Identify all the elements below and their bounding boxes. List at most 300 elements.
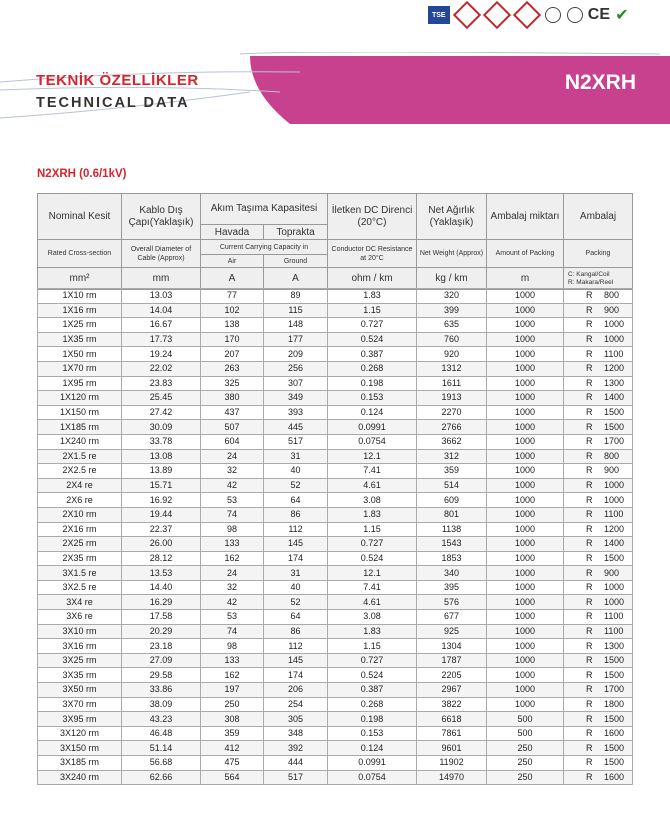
cell-cross-section: 1X120 rm (38, 391, 122, 406)
cell-diameter: 27.09 (122, 653, 201, 668)
cell-packing-amount: 1000 (487, 303, 564, 318)
packing-length: 900 (604, 567, 620, 578)
unit-air: A (201, 268, 264, 290)
cell-packing (564, 332, 633, 347)
cell-packing (564, 493, 633, 508)
table-row (38, 318, 633, 333)
cell-packing (564, 668, 633, 683)
cell-resistance: 0.268 (328, 361, 417, 376)
packing-length: 1200 (604, 363, 625, 374)
cell-weight: 1138 (417, 522, 487, 537)
cell-packing (564, 449, 633, 464)
table-row (38, 595, 633, 610)
table-row (38, 478, 633, 493)
cell-capacity-air: 53 (201, 493, 264, 508)
cell-diameter: 23.83 (122, 376, 201, 391)
title-english: TECHNICAL DATA (36, 95, 190, 111)
packing-type: R (586, 757, 593, 768)
packing-type: R (586, 304, 593, 315)
packing-type: R (586, 290, 593, 301)
header-resistance: İletken DC Direnci (20°C) (328, 194, 417, 240)
packing-length: 1500 (604, 757, 625, 768)
cell-resistance: 7.41 (328, 464, 417, 479)
table-row (38, 756, 633, 771)
cell-capacity-air: 250 (201, 697, 264, 712)
cell-resistance: 0.0754 (328, 434, 417, 449)
cell-packing (564, 624, 633, 639)
cell-packing (564, 434, 633, 449)
cell-cross-section: 3X10 rm (38, 624, 122, 639)
cell-diameter: 14.40 (122, 580, 201, 595)
check-icon: ✔ (615, 7, 629, 24)
cell-weight: 399 (417, 303, 487, 318)
cell-packing-amount: 1000 (487, 566, 564, 581)
packing-type: R (586, 698, 593, 709)
packing-length: 1000 (604, 480, 625, 491)
cell-packing-amount: 1000 (487, 537, 564, 552)
cell-resistance: 0.727 (328, 537, 417, 552)
cell-diameter: 19.44 (122, 507, 201, 522)
cell-capacity-air: 24 (201, 566, 264, 581)
cell-cross-section: 2X4 re (38, 478, 122, 493)
packing-length: 900 (604, 465, 620, 476)
cell-diameter: 13.53 (122, 566, 201, 581)
packing-length: 1500 (604, 407, 625, 418)
cell-capacity-ground: 349 (264, 391, 328, 406)
cell-weight: 1312 (417, 361, 487, 376)
cell-capacity-ground: 145 (264, 537, 328, 552)
cell-capacity-air: 437 (201, 405, 264, 420)
unit-packing (564, 268, 633, 290)
packing-type: R (586, 567, 593, 578)
packing-length: 1700 (604, 436, 625, 447)
cell-diameter: 25.45 (122, 391, 201, 406)
cell-capacity-ground: 307 (264, 376, 328, 391)
packing-length: 1400 (604, 392, 625, 403)
cell-packing (564, 756, 633, 771)
cell-weight: 312 (417, 449, 487, 464)
table-row (38, 668, 633, 683)
cell-capacity-ground: 40 (264, 464, 328, 479)
cell-cross-section: 1X95 rm (38, 376, 122, 391)
cell-cross-section: 1X240 rm (38, 434, 122, 449)
cell-weight: 395 (417, 580, 487, 595)
packing-type: R (586, 771, 593, 782)
packing-type: R (586, 392, 593, 403)
cell-packing-amount: 1000 (487, 347, 564, 362)
cell-capacity-ground: 254 (264, 697, 328, 712)
cell-capacity-air: 162 (201, 668, 264, 683)
cell-weight: 760 (417, 332, 487, 347)
cell-weight: 677 (417, 610, 487, 625)
cell-capacity-air: 77 (201, 289, 264, 304)
packing-type: R (586, 684, 593, 695)
cell-resistance: 3.08 (328, 493, 417, 508)
cell-cross-section: 2X16 rm (38, 522, 122, 537)
cell-packing-amount: 1000 (487, 405, 564, 420)
cell-resistance: 0.0991 (328, 420, 417, 435)
cell-diameter: 33.78 (122, 434, 201, 449)
cell-capacity-ground: 174 (264, 668, 328, 683)
table-row (38, 361, 633, 376)
cell-diameter: 22.37 (122, 522, 201, 537)
cell-cross-section: 1X10 rm (38, 289, 122, 304)
cell-capacity-ground: 86 (264, 507, 328, 522)
cell-capacity-ground: 86 (264, 624, 328, 639)
cell-resistance: 0.198 (328, 712, 417, 727)
cell-capacity-air: 604 (201, 434, 264, 449)
cell-packing (564, 318, 633, 333)
packing-length: 1400 (604, 538, 625, 549)
cell-capacity-ground: 31 (264, 449, 328, 464)
header-en-capacity: Current Carrying Capacity in (201, 240, 328, 255)
cell-packing (564, 347, 633, 362)
packing-type: R (586, 596, 593, 607)
cell-capacity-ground: 52 (264, 478, 328, 493)
cell-resistance: 0.387 (328, 347, 417, 362)
cell-weight: 9601 (417, 741, 487, 756)
cell-packing (564, 507, 633, 522)
cell-packing-amount: 1000 (487, 595, 564, 610)
header-en-resistance: Conductor DC Resistance at 20°C (328, 240, 417, 268)
cell-diameter: 14.04 (122, 303, 201, 318)
cell-cross-section: 3X16 rm (38, 639, 122, 654)
cell-capacity-ground: 52 (264, 595, 328, 610)
cell-packing-amount: 250 (487, 770, 564, 785)
section-subtitle: N2XRH (0.6/1kV) (37, 168, 127, 180)
data-table (37, 288, 633, 785)
cell-packing-amount: 1000 (487, 522, 564, 537)
cell-packing-amount: 1000 (487, 478, 564, 493)
cell-capacity-ground: 206 (264, 683, 328, 698)
cell-resistance: 3.08 (328, 610, 417, 625)
header-packing: Ambalaj (564, 194, 633, 240)
cell-weight: 1913 (417, 391, 487, 406)
table-body (38, 289, 633, 785)
cell-capacity-air: 380 (201, 391, 264, 406)
packing-type: R (586, 494, 593, 505)
cell-cross-section: 3X70 rm (38, 697, 122, 712)
cell-packing-amount: 1000 (487, 697, 564, 712)
cell-capacity-air: 325 (201, 376, 264, 391)
cell-capacity-ground: 348 (264, 726, 328, 741)
cell-capacity-air: 207 (201, 347, 264, 362)
table-row (38, 332, 633, 347)
packing-length: 1100 (604, 611, 624, 622)
cell-packing (564, 653, 633, 668)
cell-cross-section: 2X25 rm (38, 537, 122, 552)
packing-type: R (586, 407, 593, 418)
cell-capacity-ground: 115 (264, 303, 328, 318)
cell-resistance: 0.268 (328, 697, 417, 712)
packing-type: R (586, 538, 593, 549)
cell-packing (564, 289, 633, 304)
cell-weight: 2205 (417, 668, 487, 683)
packing-type: R (586, 582, 593, 593)
cell-resistance: 0.153 (328, 726, 417, 741)
table-row (38, 464, 633, 479)
cell-capacity-air: 197 (201, 683, 264, 698)
header-weight: Net Ağırlık (Yaklaşık) (417, 194, 487, 240)
cell-resistance: 4.61 (328, 478, 417, 493)
cell-diameter: 15.71 (122, 478, 201, 493)
cell-packing-amount: 250 (487, 756, 564, 771)
cell-capacity-air: 98 (201, 639, 264, 654)
cell-resistance: 0.387 (328, 683, 417, 698)
packing-length: 1500 (604, 421, 625, 432)
cell-capacity-ground: 256 (264, 361, 328, 376)
packing-length: 1000 (604, 319, 625, 330)
cell-weight: 14970 (417, 770, 487, 785)
cell-packing (564, 741, 633, 756)
unit-nominal: mm² (38, 268, 122, 290)
cell-capacity-ground: 392 (264, 741, 328, 756)
cell-weight: 2967 (417, 683, 487, 698)
cell-cross-section: 3X95 rm (38, 712, 122, 727)
cell-capacity-ground: 64 (264, 493, 328, 508)
cell-weight: 801 (417, 507, 487, 522)
cell-capacity-air: 359 (201, 726, 264, 741)
cell-diameter: 16.92 (122, 493, 201, 508)
cell-resistance: 0.153 (328, 391, 417, 406)
cell-cross-section: 3X25 rm (38, 653, 122, 668)
header-en-diameter: Overall Diameter of Cable (Approx) (122, 240, 201, 268)
cell-weight: 6618 (417, 712, 487, 727)
cell-weight: 576 (417, 595, 487, 610)
packing-type: R (586, 552, 593, 563)
cell-cross-section: 1X25 rm (38, 318, 122, 333)
cell-cross-section: 3X2.5 re (38, 580, 122, 595)
cell-packing-amount: 1000 (487, 289, 564, 304)
cell-cross-section: 3X120 rm (38, 726, 122, 741)
table-row (38, 493, 633, 508)
cell-capacity-air: 412 (201, 741, 264, 756)
cell-capacity-air: 42 (201, 478, 264, 493)
cell-packing (564, 580, 633, 595)
packing-length: 800 (604, 290, 620, 301)
table-row (38, 434, 633, 449)
cell-resistance: 1.83 (328, 507, 417, 522)
cell-capacity-ground: 174 (264, 551, 328, 566)
cell-capacity-ground: 112 (264, 522, 328, 537)
packing-length: 900 (604, 304, 620, 315)
cell-resistance: 7.41 (328, 580, 417, 595)
packing-type: R (586, 742, 593, 753)
packing-length: 1600 (604, 728, 625, 739)
packing-type: R (586, 640, 593, 651)
cell-packing-amount: 1000 (487, 420, 564, 435)
title-turkish: TEKNİK ÖZELLİKLER (36, 72, 199, 89)
cell-packing-amount: 1000 (487, 318, 564, 333)
packing-type: R (586, 713, 593, 724)
cell-packing (564, 303, 633, 318)
cell-cross-section: 3X240 rm (38, 770, 122, 785)
table-row (38, 712, 633, 727)
cell-diameter: 29.58 (122, 668, 201, 683)
cell-capacity-ground: 209 (264, 347, 328, 362)
cell-weight: 1853 (417, 551, 487, 566)
header-diameter: Kablo Dış Çapı(Yaklaşık) (122, 194, 201, 240)
cell-weight: 635 (417, 318, 487, 333)
cell-packing-amount: 1000 (487, 391, 564, 406)
cell-packing (564, 405, 633, 420)
packing-length: 1500 (604, 713, 625, 724)
cell-packing-amount: 1000 (487, 551, 564, 566)
cell-diameter: 33.86 (122, 683, 201, 698)
cell-capacity-ground: 64 (264, 610, 328, 625)
cell-resistance: 4.61 (328, 595, 417, 610)
table-row (38, 770, 633, 785)
packing-type: R (586, 363, 593, 374)
table-row (38, 507, 633, 522)
cell-capacity-air: 263 (201, 361, 264, 376)
packing-length: 1000 (604, 494, 625, 505)
tse-logo-icon: TSE (428, 6, 450, 24)
unit-diameter: mm (122, 268, 201, 290)
table-header (37, 193, 633, 290)
cell-cross-section: 1X150 rm (38, 405, 122, 420)
cell-capacity-ground: 89 (264, 289, 328, 304)
unit-packing-reel: R: Makara/Reel (568, 278, 614, 286)
cell-weight: 1611 (417, 376, 487, 391)
header-ground: Toprakta (264, 225, 328, 240)
cell-diameter: 23.18 (122, 639, 201, 654)
product-name: N2XRH (564, 71, 636, 94)
packing-length: 1600 (604, 771, 625, 782)
cell-diameter: 17.58 (122, 610, 201, 625)
cell-packing-amount: 1000 (487, 639, 564, 654)
cell-packing (564, 376, 633, 391)
cell-capacity-air: 74 (201, 624, 264, 639)
cell-capacity-ground: 145 (264, 653, 328, 668)
cell-cross-section: 2X6 re (38, 493, 122, 508)
certification-logos (428, 6, 630, 24)
table-row (38, 610, 633, 625)
cell-packing (564, 522, 633, 537)
cell-cross-section: 3X4 re (38, 595, 122, 610)
cell-packing-amount: 1000 (487, 653, 564, 668)
header-en-packing: Packing (564, 240, 633, 268)
cell-capacity-air: 133 (201, 537, 264, 552)
cell-capacity-air: 162 (201, 551, 264, 566)
cell-cross-section: 2X1.5 re (38, 449, 122, 464)
unit-resistance: ohm / km (328, 268, 417, 290)
table-row (38, 624, 633, 639)
unit-packing-coil: C: Kangal/Coil (568, 270, 610, 278)
cell-packing-amount: 1000 (487, 507, 564, 522)
cell-capacity-ground: 393 (264, 405, 328, 420)
cell-resistance: 0.0991 (328, 756, 417, 771)
cell-resistance: 0.524 (328, 332, 417, 347)
cell-weight: 7861 (417, 726, 487, 741)
cell-cross-section: 3X1.5 re (38, 566, 122, 581)
cell-cross-section: 3X185 rm (38, 756, 122, 771)
packing-length: 1500 (604, 552, 625, 563)
cell-cross-section: 1X50 rm (38, 347, 122, 362)
cell-packing-amount: 500 (487, 712, 564, 727)
packing-type: R (586, 377, 593, 388)
cell-packing (564, 712, 633, 727)
packing-length: 1000 (604, 334, 625, 345)
cell-packing-amount: 1000 (487, 361, 564, 376)
cell-packing (564, 566, 633, 581)
cell-diameter: 20.29 (122, 624, 201, 639)
table-row (38, 639, 633, 654)
cell-packing-amount: 1000 (487, 683, 564, 698)
cell-resistance: 1.15 (328, 639, 417, 654)
packing-length: 1500 (604, 669, 625, 680)
cell-capacity-air: 74 (201, 507, 264, 522)
pe-icon (566, 6, 584, 24)
unit-amount: m (487, 268, 564, 290)
cell-cross-section: 2X35 rm (38, 551, 122, 566)
table-row (38, 347, 633, 362)
cell-resistance: 12.1 (328, 566, 417, 581)
cell-capacity-air: 308 (201, 712, 264, 727)
packing-type: R (586, 669, 593, 680)
packing-type: R (586, 523, 593, 534)
table-row (38, 420, 633, 435)
cell-weight: 11902 (417, 756, 487, 771)
cell-capacity-ground: 31 (264, 566, 328, 581)
unit-ground: A (264, 268, 328, 290)
tse-diamond-icon (514, 6, 540, 24)
packing-length: 1500 (604, 655, 625, 666)
header-capacity: Akım Taşıma Kapasitesi (201, 194, 328, 225)
cell-packing (564, 726, 633, 741)
cell-weight: 1543 (417, 537, 487, 552)
cell-capacity-ground: 517 (264, 434, 328, 449)
cell-packing-amount: 1000 (487, 580, 564, 595)
packing-type: R (586, 465, 593, 476)
cell-weight: 2766 (417, 420, 487, 435)
packing-type: R (586, 450, 593, 461)
header-air: Havada (201, 225, 264, 240)
packing-type: R (586, 509, 593, 520)
header-amount: Ambalaj miktarı (487, 194, 564, 240)
globe-icon (544, 6, 562, 24)
header-en-ground: Ground (264, 255, 328, 268)
cell-capacity-air: 53 (201, 610, 264, 625)
cell-packing (564, 464, 633, 479)
packing-length: 1000 (604, 596, 625, 607)
packing-type: R (586, 436, 593, 447)
table-row (38, 653, 633, 668)
header-en-weight: Net Weight (Approx) (417, 240, 487, 268)
packing-length: 1700 (604, 684, 625, 695)
cell-resistance: 0.524 (328, 551, 417, 566)
cell-capacity-ground: 517 (264, 770, 328, 785)
cell-diameter: 43.23 (122, 712, 201, 727)
cell-capacity-air: 507 (201, 420, 264, 435)
table-row (38, 741, 633, 756)
cell-packing-amount: 1000 (487, 434, 564, 449)
cell-diameter: 13.89 (122, 464, 201, 479)
cell-resistance: 0.727 (328, 318, 417, 333)
cell-diameter: 22.02 (122, 361, 201, 376)
cell-weight: 925 (417, 624, 487, 639)
table-row (38, 697, 633, 712)
cell-cross-section: 3X35 rm (38, 668, 122, 683)
cell-cross-section: 1X70 rm (38, 361, 122, 376)
packing-type: R (586, 655, 593, 666)
cell-resistance: 12.1 (328, 449, 417, 464)
cell-packing-amount: 1000 (487, 449, 564, 464)
cell-capacity-ground: 445 (264, 420, 328, 435)
cell-packing-amount: 500 (487, 726, 564, 741)
cell-resistance: 1.15 (328, 522, 417, 537)
table-row (38, 405, 633, 420)
